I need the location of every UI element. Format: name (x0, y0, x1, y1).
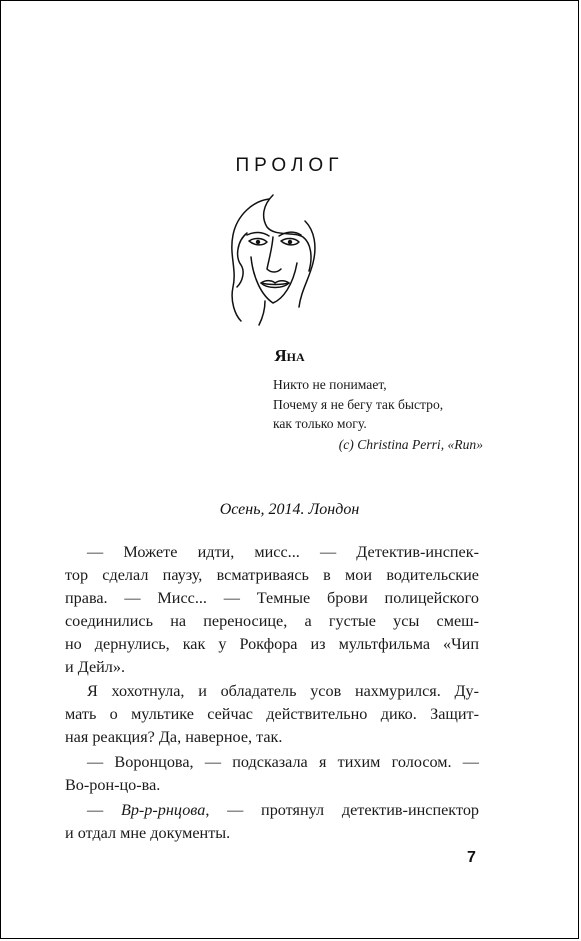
text-line: тор сделал паузу, всматриваясь в мои водительские (65, 565, 479, 584)
paragraph (65, 680, 479, 749)
italic-surname: Вр-р-рнцова (120, 800, 206, 819)
hair-curl-left (237, 233, 247, 287)
text-line: и отдал мне документы. (65, 823, 231, 842)
hair-right-stroke (299, 221, 315, 307)
woman-face-line-drawing (217, 191, 325, 327)
chapter-title: ПРОЛОГ (235, 155, 344, 176)
paragraph (65, 541, 479, 678)
nose (267, 237, 281, 272)
text-fragment: , — протянул детектив-инспектор (205, 800, 480, 819)
text-line: — Можете идти, мисс... — Детектив-инспек- (87, 543, 479, 561)
text-line: Во-рон-цо-ва. (65, 776, 161, 795)
epigraph-line: Почему я не бегу так быстро, (273, 396, 444, 412)
neck-line (259, 301, 265, 325)
text-line: мать о мультике сейчас действительно дико. Защит- (65, 705, 479, 724)
epigraph-line: Никто не понимает, (273, 377, 387, 392)
page-number: 7 (467, 849, 476, 866)
paragraph (65, 751, 479, 797)
text-line: Я хохотнула, и обладатель усов нахмурился. Ду- (87, 682, 479, 701)
epigraph-line: как только могу. (273, 416, 367, 431)
character-heading (1, 346, 578, 366)
dateline: Осень, 2014. Лондон (219, 501, 360, 518)
text-line: права. — Мисс... — Темные брови полицейского (65, 588, 479, 607)
text-line: — Воронцова, — подсказала я тихим голосом. — (87, 753, 479, 772)
epigraph-source: (c) Christina Perri, «Run» (338, 436, 483, 452)
text-line: — Вр-р-рнцова, — протянул детектив-инспектор (87, 800, 480, 819)
jaw-line (251, 257, 297, 303)
body-text (65, 541, 479, 847)
text-line: ная реакция? Да, наверное, так. (65, 728, 283, 747)
text-line: и Дейл». (65, 657, 126, 676)
paragraph (65, 799, 479, 845)
character-name: Яна (274, 346, 305, 365)
epigraph (273, 375, 483, 454)
left-brow (247, 232, 269, 236)
text-line: но дернулись, как у Рокфора из мультфильма «Чип (65, 634, 479, 653)
text-line: соединились на переносице, а густые усы смеш- (65, 611, 479, 630)
